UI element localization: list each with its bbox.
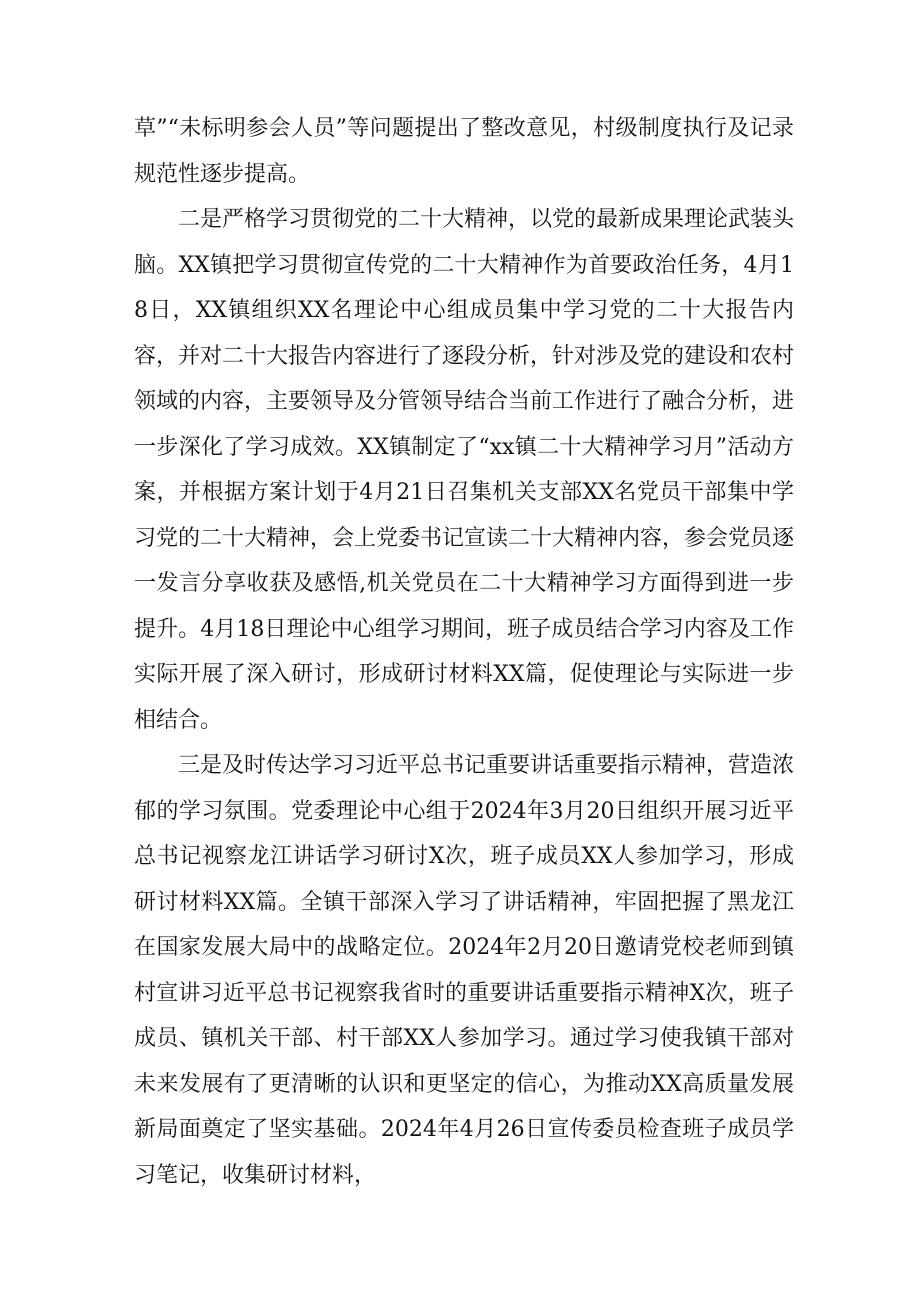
paragraph-continuation: 草”“未标明参会人员”等问题提出了整改意见，村级制度执行及记录规范性逐步提高。	[134, 116, 794, 187]
document-body	[134, 106, 794, 1198]
paragraph-two: 二是严格学习贯彻党的二十大精神，以党的最新成果理论武装头脑。XX镇把学习贯彻宣传党的二十大精神作为首要政治任务，4月18日，XX镇组织XX名理论中心组成员集中学习党的二十大报告内容，并对二十大报告内容进行了逐段分析，针对涉及党的建设和农村领域的内容，主要领导及分管领导结合当前工作进行了融合分析，进一步深化了学习成效。XX镇制定了“xx镇二十大精神学习月”活动方案，并根据方案计划于4月21日召集机关支部XX名党员干部集中学习党的二十大精神，会上党委书记宣读二十大精神内容，参会党员逐一发言分享收获及感悟,机关党员在二十大精神学习方面得到进一步提升。4月18日理论中心组学习期间，班子成员结合学习内容及工作实际开展了深入研讨，形成研讨材料XX篇，促使理论与实际进一步相结合。	[134, 207, 795, 733]
paragraph-three: 三是及时传达学习习近平总书记重要讲话重要指示精神，营造浓郁的学习氛围。党委理论中心组于2024年3月20日组织开展习近平总书记视察龙江讲话学习研讨X次，班子成员XX人参加学习，形成研讨材料XX篇。全镇干部深入学习了讲话精神，牢固把握了黑龙江在国家发展大局中的战略定位。2024年2月20日邀请党校老师到镇村宣讲习近平总书记视察我省时的重要讲话重要指示精神X次，班子成员、镇机关干部、村干部XX人参加学习。通过学习使我镇干部对未来发展有了更清晰的认识和更坚定的信心，为推动XX高质量发展新局面奠定了坚实基础。2024年4月26日宣传委员检查班子成员学习笔记，收集研讨材料，	[134, 753, 795, 1188]
